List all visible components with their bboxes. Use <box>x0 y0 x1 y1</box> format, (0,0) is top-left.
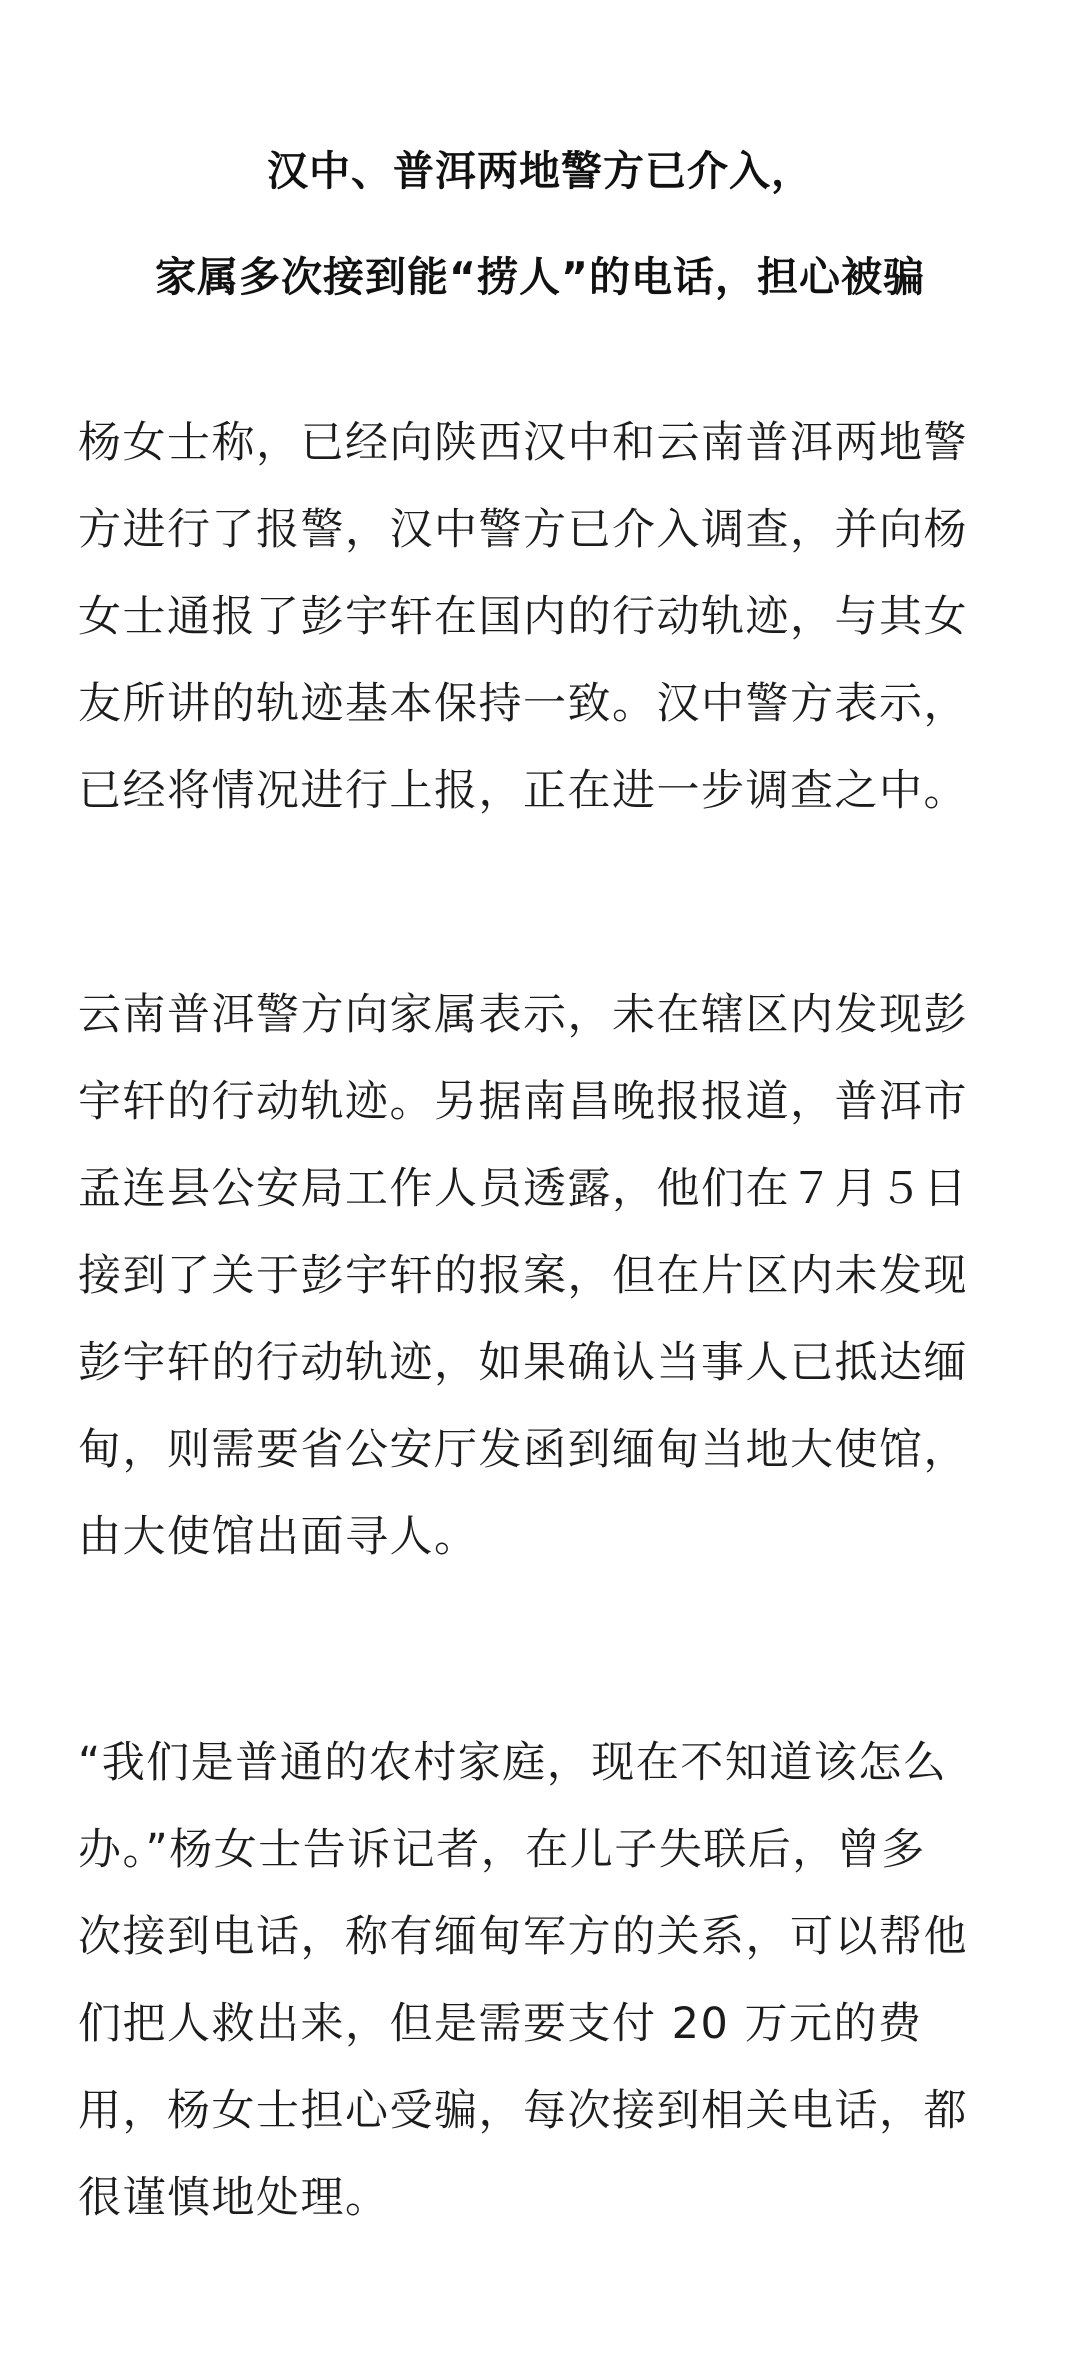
paragraph-line: 彭宇轩的行动轨迹，如果确认当事人已抵达缅 <box>78 1338 968 1388</box>
paragraph-puer-police <box>78 972 1008 1581</box>
paragraph-line: 办。”杨女士告诉记者，在儿子失联后，曾多 <box>78 1825 926 1875</box>
paragraph-line: 次接到电话，称有缅甸军方的关系，可以帮他 <box>78 1912 968 1962</box>
paragraph-police-report <box>78 400 1008 835</box>
paragraph-line: 们把人救出来，但是需要支付 20 万元的费 <box>78 1999 923 2049</box>
paragraph-line: 很谨慎地处理。 <box>78 2173 390 2223</box>
paragraph-family-calls <box>78 1720 1008 2242</box>
paragraph-line: 宇轩的行动轨迹。另据南昌晚报报道，普洱市 <box>78 1077 968 1127</box>
paragraph-line: 云南普洱警方向家属表示，未在辖区内发现彭 <box>78 990 968 1040</box>
headline-line: 汉中、普洱两地警方已介入， <box>267 147 813 195</box>
paragraph-line: 孟连县公安局工作人员透露，他们在７月５日 <box>78 1164 968 1214</box>
paragraph-line: 女士通报了彭宇轩在国内的行动轨迹，与其女 <box>78 592 968 642</box>
paragraph-line: 方进行了报警，汉中警方已介入调查，并向杨 <box>78 505 968 555</box>
paragraph-line: 友所讲的轨迹基本保持一致。汉中警方表示， <box>78 679 968 729</box>
headline-line: 家属多次接到能“捞人”的电话，担心被骗 <box>155 253 925 301</box>
paragraph-line: 接到了关于彭宇轩的报案，但在片区内未发现 <box>78 1251 968 1301</box>
paragraph-line: 杨女士称，已经向陕西汉中和云南普洱两地警 <box>78 418 968 468</box>
paragraph-line: 甸，则需要省公安厅发函到缅甸当地大使馆， <box>78 1425 968 1475</box>
paragraph-line: 用，杨女士担心受骗，每次接到相关电话，都 <box>78 2086 968 2136</box>
paragraph-line: “我们是普通的农村家庭，现在不知道该怎么 <box>78 1738 948 1788</box>
paragraph-line: 已经将情况进行上报，正在进一步调查之中。 <box>78 766 968 816</box>
article-headline <box>0 118 1080 330</box>
paragraph-line: 由大使馆出面寻人。 <box>78 1512 479 1562</box>
